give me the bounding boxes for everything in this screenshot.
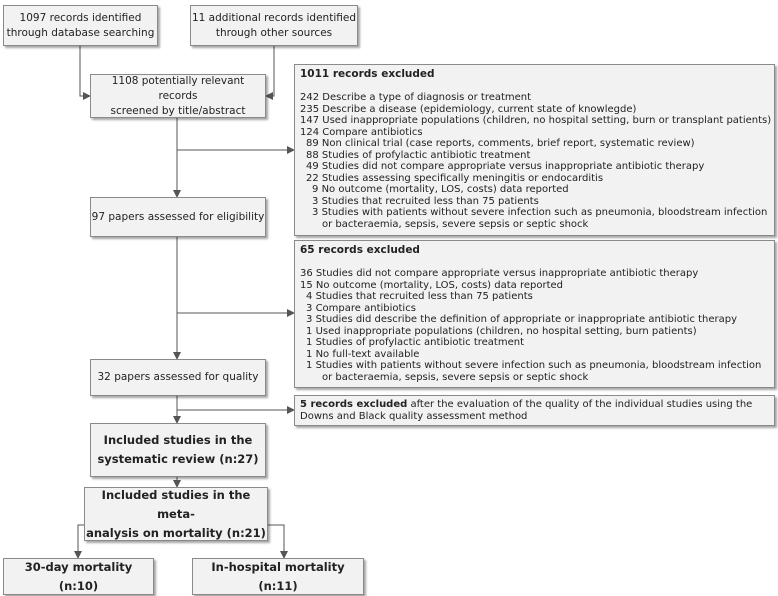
screened-line-2: screened by title/abstract [110, 104, 246, 117]
exclusion3-line-1 [300, 399, 769, 411]
in-hospital-mortality-box [192, 558, 364, 595]
exclusion-box-3 [294, 395, 775, 426]
other-sources-line-1: 11 additional records identified [191, 11, 356, 24]
eligibility-box [90, 197, 266, 237]
systematic-line-2: systematic review (n:27) [97, 452, 259, 466]
exclusion2-title: 65 records excluded [300, 244, 420, 256]
database-records-box [3, 5, 158, 46]
systematic-line-1: Included studies in the [103, 433, 253, 447]
exclusion-box-2 [294, 240, 775, 388]
exclusion1-item: 88 Studies of profylactic antibiotic treatment [306, 149, 531, 161]
meta-analysis-box [84, 487, 268, 541]
other-sources-box [190, 5, 358, 46]
exclusion1-item: 147 Used inappropriate populations (children, no hospital setting, burn or transplant patients) [300, 115, 772, 126]
other-sources-line-2: through other sources [215, 26, 333, 39]
exclusion3-count: 5 records excluded [300, 399, 408, 410]
exclusion2-item: 1 Studies of profylactic antibiotic treatment [306, 337, 525, 348]
exclusion1-item: 124 Compare antibiotics [300, 126, 423, 138]
exclusion1-item: 3 Studies that recruited less than 75 patients [312, 195, 539, 207]
exclusion2-item: 1 No full-text available [306, 348, 420, 360]
in-hospital-label: In-hospital mortality (n:11) [211, 559, 345, 593]
exclusion1-item: 89 Non clinical trial (case reports, comments, brief report, systematic review) [306, 138, 695, 149]
exclusion1-item: 3 Studies with patients without severe infection such as pneumonia, bloodstream infection [312, 207, 768, 218]
exclusion2-item: 15 No outcome (mortality, LOS, costs) data reported [300, 279, 564, 291]
exclusion1-title: 1011 records excluded [300, 68, 435, 80]
exclusion1-item: 22 Studies assessing specifically meningitis or endocarditis [306, 172, 604, 184]
exclusion1-continuation: or bacteraemia, sepsis, severe sepsis or septic shock [322, 218, 589, 230]
screened-line-1: 1108 potentially relevant records [111, 74, 245, 102]
arrow-database-to-screened [80, 46, 90, 96]
meta-line-1: Included studies in the meta- [101, 487, 251, 521]
eligibility-label: 97 papers assessed for eligibility [91, 210, 265, 223]
exclusion-box-1 [294, 64, 775, 236]
database-line-1: 1097 records identified [19, 11, 142, 24]
arrow-sources-to-screened [266, 46, 274, 96]
systematic-review-box [90, 423, 266, 477]
exclusion3-line-2: Downs and Black quality assessment method [300, 411, 528, 422]
exclusion2-item: 1 Studies with patients without severe infection such as pneumonia, bloodstream infection [306, 360, 762, 371]
screened-box [90, 74, 266, 118]
exclusion2-continuation: or bacteraemia, sepsis, severe sepsis or septic shock [322, 371, 589, 383]
exclusion2-item: 3 Studies did describe the definition of appropriate or inappropriate antibiotic therapy [306, 314, 738, 325]
database-line-2: through database searching [6, 26, 155, 39]
exclusion2-item: 36 Studies did not compare appropriate versus inappropriate antibiotic therapy [300, 268, 699, 279]
exclusion3-reason: after the evaluation of the quality of the individual studies using the [407, 399, 753, 410]
meta-line-2: analysis on mortality (n:21) [86, 525, 266, 540]
thirty-day-mortality-box [3, 558, 154, 595]
exclusion2-item: 4 Studies that recruited less than 75 patients [306, 291, 533, 302]
exclusion2-item: 1 Used inappropriate populations (children, no hospital setting, burn patients) [306, 325, 697, 337]
quality-label: 32 papers assessed for quality [97, 371, 259, 383]
exclusion1-item: 49 Studies did not compare appropriate versus inappropriate antibiotic therapy [306, 161, 705, 172]
exclusion1-item: 9 No outcome (mortality, LOS, costs) data reported [312, 184, 569, 195]
quality-box [90, 359, 266, 396]
exclusion1-item: 235 Describe a disease (epidemiology, current state of knowlegde) [300, 103, 637, 115]
exclusion2-item: 3 Compare antibiotics [306, 302, 416, 314]
arrow-meta-to-inhospital [268, 525, 284, 558]
thirty-day-label: 30-day mortality (n:10) [24, 559, 133, 593]
exclusion1-item: 242 Describe a type of diagnosis or treatment [300, 92, 532, 103]
